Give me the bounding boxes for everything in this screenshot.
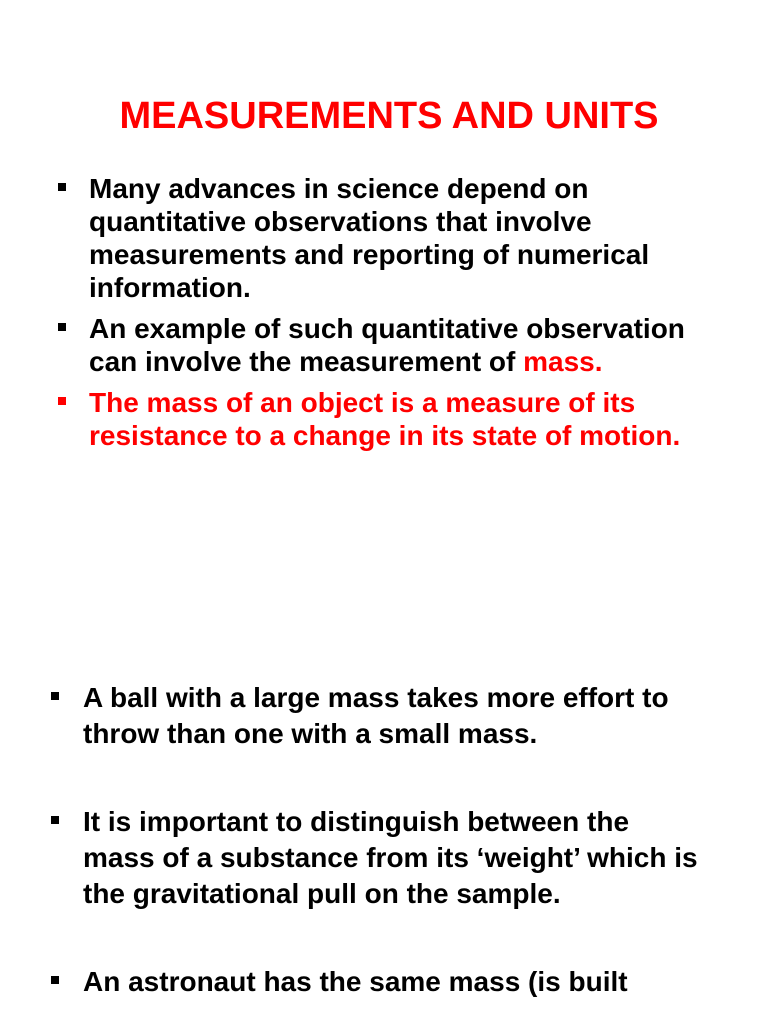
bullet-list-top <box>0 172 768 452</box>
bullet-item <box>0 804 768 912</box>
bullet-item-highlighted <box>0 386 768 452</box>
square-bullet-icon <box>58 183 66 191</box>
bullet-text: A ball with a large mass takes more effort to throw than one with a small mass. <box>83 682 669 749</box>
square-bullet-icon <box>51 692 59 700</box>
bullet-text: Many advances in science depend on quantitative observations that involve measurements and reporting of numerical information. <box>89 173 650 303</box>
bullet-item <box>0 312 768 378</box>
bullet-text: An astronaut has the same mass (is built <box>83 966 628 997</box>
square-bullet-icon <box>58 323 66 331</box>
square-bullet-icon <box>51 976 59 984</box>
bullet-list-bottom <box>0 680 768 1000</box>
square-bullet-icon <box>51 816 59 824</box>
bullet-item <box>0 680 768 752</box>
square-bullet-icon <box>58 397 66 405</box>
bullet-text: An example of such quantitative observation can involve the measurement of <box>89 313 685 377</box>
bullet-item <box>0 172 768 304</box>
slide-title: MEASUREMENTS AND UNITS <box>119 95 659 137</box>
bullet-item <box>0 964 768 1000</box>
highlighted-term: mass. <box>523 346 603 377</box>
bullet-text: It is important to distinguish between the mass of a substance from its ‘weight’ which is the gravitational pull on the sample. <box>83 806 698 909</box>
bullet-text: The mass of an object is a measure of its resistance to a change in its state of motion. <box>89 387 681 451</box>
